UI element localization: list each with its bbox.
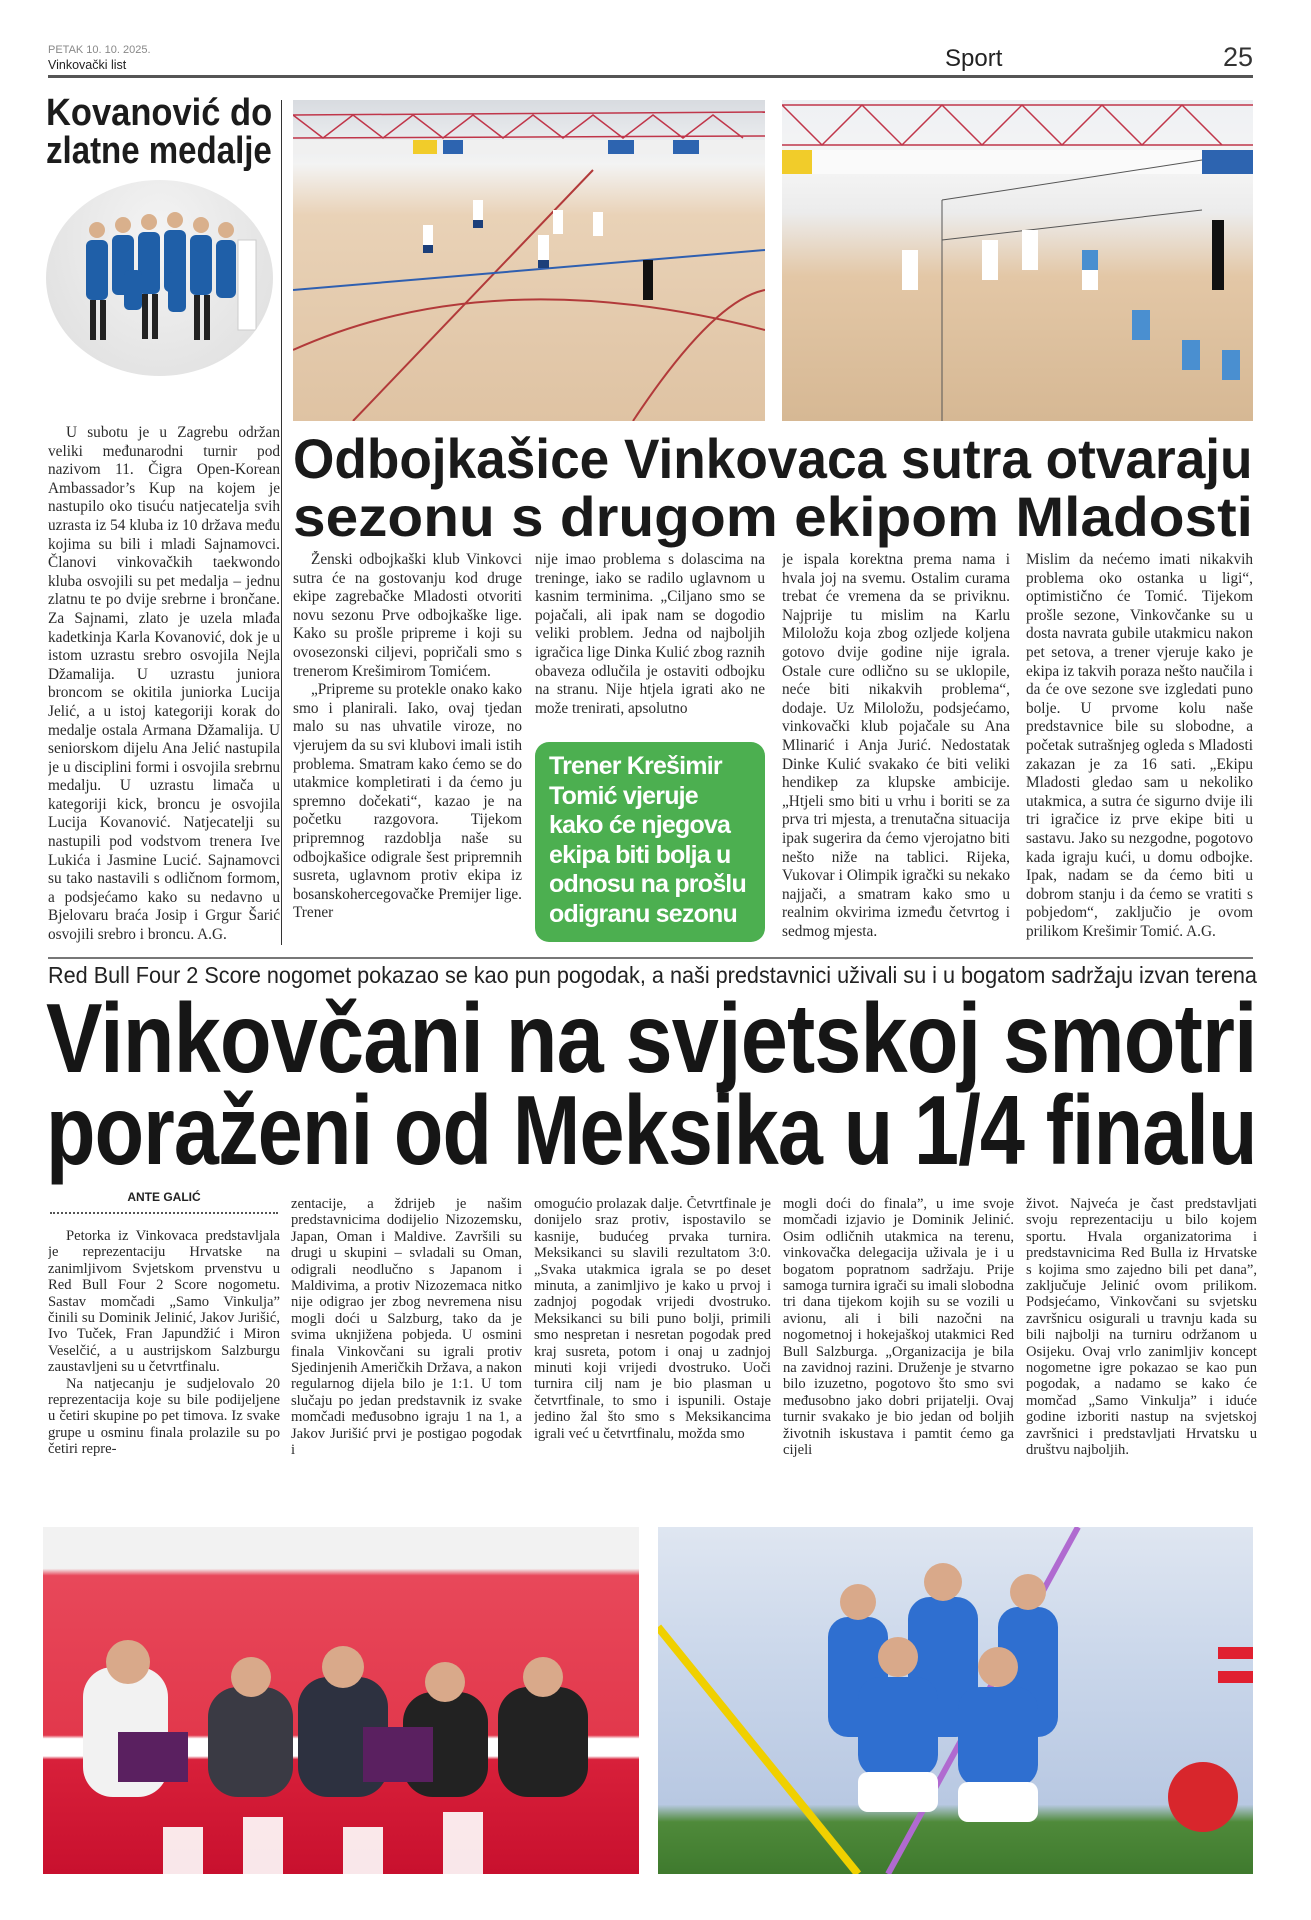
column-divider — [281, 100, 282, 945]
byline-dotted-rule — [50, 1212, 278, 1214]
volleyball-column-4: Mislim da nećemo imati nikakvih problema oko ostanka u ligi“, optimistično će Tomić. Tijekom prošle sezone, Vinkovčanke su u dosta navrata gubile utakmicu nakon pet setova, a trener vjeruje kako je ekipa iz takvih poraza nešto naučila i da će ove sezone sve izgledati puno bolje. U prvome kolu naše predstavnice bile su slobodne, a početak sutrašnjeg ogleda s Mladosti zakazan je za 16 sati. „Ekipu Mladosti gledao sam u nekoliko utakmica, a sutra će sigurno dvije ili tri igračice iz prve ekipe biti u sastavu. Jako su nezgodne, pogotovo kada igraju kući, u domu odbojke. Ipak, nadam se da ćemo biti u dobrom stanju i da ćemo se vratiti s pobjedom“, zaključio je ovom prilikom Krešimir Tomić. A.G. — [1026, 551, 1253, 940]
pullquote-text: Trener Krešimir Tomić vjeruje kako će njegova ekipa biti bolja u odnosu na prošlu odigranu sezonu — [549, 752, 746, 928]
paper-name: Vinkovački list — [48, 58, 127, 72]
football-column-5: život. Najveća je čast predstavljati svoju reprezentaciju u bilo kojem sportu. Hvala organizatorima i predstavnicima Red Bulla iz Hrvatske s kojima smo zajedno bili pet dana”, zaključuje Jelinić ovom prilikom. Podsjećamo, Vinkovčani su svjetsku završnicu osigurali u travnju kada su bili najbolji na turniru održanom u Osijeku. Ovaj vrlo zanimljiv koncept nogometne igre pokazao se kao pun pogodak, a nadamo se kako će momčad „Samo Vinkulja” i iduće godine izboriti nastup na svjetskoj završnici i predstavljati Hrvatsku u društvu najboljih. — [1026, 1196, 1257, 1459]
taekwondo-title: Kovanović do zlatne medalje — [46, 92, 273, 172]
press-conference-photo — [43, 1527, 639, 1874]
volleyball-column-2: nije imao problema s dolascima na treninge, iako se radilo uglavnom u kasnim terminima. „Ciljano smo se pojačali, ali ipak nam se dogodio veliki problem. Jedna od najboljih igračica lige Dinka Kulić zbog raznih obaveza odlučila je ostaviti odbojku na stranu. Nije htjela igrati ako ne može trenirati, apsolutno — [535, 551, 765, 717]
header-rule — [48, 75, 1253, 78]
football-column-1: Petorka iz Vinkovaca predstavljala je reprezentaciju Hrvatske na zanimljivom Svjetskom prvenstvu u Red Bull Four 2 Score nogometu. Sastav momčadi „Samo Vinkulja” činili su Dominik Jelinić, Jakov Jurišić, Ivo Tuček, Fran Japundžić i Miron Veselčić, a u austrijskom Salzburgu zaustavljeni su u četvrtfinalu. Na natjecanju je sudjelovalo 20 reprezentacija koje su bile podijeljene u četiri skupine po pet timova. Iz svake grupe u osminu finala prolazile su po četiri repre- — [48, 1228, 280, 1458]
volleyball-hall-photo-1 — [293, 100, 765, 421]
byline: ANTE GALIĆ — [127, 1190, 201, 1204]
football-column-4: mogli doći do finala”, u ime svoje momčadi izjavio je Dominik Jelinić. Osim odličnih utakmica na terenu, vinkovačka delegacija uživala je i u bogatom popratnom sadržaju. Prije samoga turnira igrači su imali slobodna tri dana tijekom kojih su se vozili u avionu, ali i bili nazočni na nogometnoj i hokejaškoj utakmici Red Bull Salzburga. „Organizacija je bila na zavidnoj razini. Druženje je stvarno bilo izuzetno, pogotovo što smo svi međusobno jako dobri prijatelji. Ovaj turnir svakako je bio jedan od boljih životnih iskustava i pamtit ćemo ga cijeli — [783, 1196, 1014, 1459]
section-name: Sport — [945, 45, 1003, 72]
football-kicker: Red Bull Four 2 Score nogomet pokazao se kao pun pogodak, a naši predstavnici uživali su i u bogatom sadržaju izvan terena — [48, 962, 1257, 988]
team-celebration-photo — [658, 1527, 1253, 1874]
volleyball-column-3: je ispala korektna prema nama i hvala joj na svemu. Ostalim curama trebat će vremena da se priviknu. Najprije tu mislim na Karlu Miloložu koja zbog ozljede koljena gotovo dvije godine nije igrala. Ostale cure odlično su se uklopile, neće biti nikakvih problema“, dodaje. Uz Miloložu, podsjećamo, vinkovački klub pojačale su Ana Mlinarić i Anja Jurić. Nedostatak Dinke Kulić svakako će biti veliki hendikep za klupske ambicije. „Htjeli smo biti u vrhu i boriti se za prva tri mjesta, a trenutačna situacija ipak sugerira da ćemo vjerojatno biti nešto niže na tablici. Rijeka, Vukovar i Olimpik igrački su nekako najjači, a smatram kako smo u realnim okvirima između četvrtog i sedmog mjesta. — [782, 551, 1010, 940]
page-number: 25 — [1222, 42, 1253, 72]
volleyball-headline: Odbojkašice Vinkovaca sutra otvaraju sezonu s drugom ekipom Mladosti — [293, 427, 1253, 548]
taekwondo-team-photo — [46, 180, 273, 376]
volleyball-column-1: Ženski odbojkaški klub Vinkovci sutra će na gostovanju kod druge ekipe zagrebačke Mladosti otvoriti novu sezonu Prve odbojkaške lige. Kako su prošle pripreme i koji su ovosezonski ciljevi, popričali smo s trenerom Krešimirom Tomićem. „Pripreme su protekle onako kako smo i planirali. Iako, ovaj tjedan malo su nas uhvatile viroze, no vjerujem da su svi klubovi imali istih problema. Smatram kako ćemo se do utakmice kompletirati i da ćemo ju spremno dočekati“, kazao je na početku razgovora. Tijekom pripremnog razdoblja naše su odbojkašice odigrale šest pripremnih susreta, uglavnom protiv ekipa iz bosanskohercegovačke Premijer lige. Trener — [293, 551, 522, 922]
football-headline: Vinkovčani na svjetskoj smotri poraženi od Meksika u 1/4 finalu — [46, 983, 1257, 1185]
section-rule — [48, 957, 1253, 959]
football-column-2: zentacije, a ždrijeb je našim predstavnicima dodijelio Nizozemsku, Japan, Oman i Maldive. Završili su drugi u skupini – svladali su Oman, odigrali neodlučno s Japanom i Maldivima, a protiv Nizozemaca nitko nije odigrao jer zbog nevremena nisu mogli doći u Salzburg, tako da je svima uknjižena pobjeda. U osmini finala Vinkovčani su igrali protiv Sjedinjenih Američkih Država, a nakon regularnog dijela bilo je 1:1. U tom slučaju po jedan predstavnik iz svake momčadi međusobno igraju 1 na 1, a Jakov Jurišić prvi je postigao pogodak i — [291, 1196, 522, 1459]
volleyball-hall-photo-2 — [782, 100, 1253, 421]
issue-date: PETAK 10. 10. 2025. — [48, 44, 151, 56]
pullquote-box — [535, 742, 765, 942]
taekwondo-article-body: U subotu je u Zagrebu održan veliki međunarodni turnir pod nazivom 11. Čigra Open-Korean Ambassador’s Kup na kojem je nastupilo oko tisuću natjecatelja svih uzrasta iz 54 kluba iz 10 država među kojima su bili i mladi Sajnamovci. Članovi vinkovačkih taekwondo kluba osvojili su pet medalja – jednu zlatnu te po dvije srebrne i brončane. Za Sajnami, zlato je uzela mlađa kadetkinja Karla Kovanović, dok je u istom uzrastu srebro osvojila Nejla Džamalija. U uzrastu juniora broncom se okitila juniorka Lucija Jelić, a u istoj kategoriji korak do medalje ostala Armana Džamalija. U seniorskom dijelu Ana Jelić nastupila je u disciplini formi i osvojila srebrnu medalju. U uzrastu limača u kategoriji kick, broncu je osvojila Lucija Kovanović. Natjecatelji su nastupili pod vodstvom trenera Ive Lukića i Jasmine Lucić. Sajnamovci su tako nastavili s odličnom formom, a podsjećamo kako su nedavno u Bjelovaru braća Josip i Grgur Šarić osvojili srebro i broncu. A.G. — [48, 424, 280, 944]
football-column-3: omogućio prolazak dalje. Četvrtfinale je donijelo sraz protiv, ispostavilo se kasnije, budućeg prvaka turnira. Meksikanci su slavili rezultatom 3:0. „Svaka utakmica igrala se po deset minuta, a zanimljivo je kako u prvoj i zadnjoj pogodak vrijedi dvostruko. Meksikanci su bili puno bolji, primili smo nespretan i nesretan pogodak pred kraj susreta, potom i onaj u zadnjoj minuti koji vrijedi dvostruko. Uoči turnira cilj nam je bio plasman u četvrtfinale, to smo i ispunili. Ostaje jedino žal što smo s Meksikancima igrali već u četvrtfinalu, možda smo — [534, 1196, 771, 1442]
